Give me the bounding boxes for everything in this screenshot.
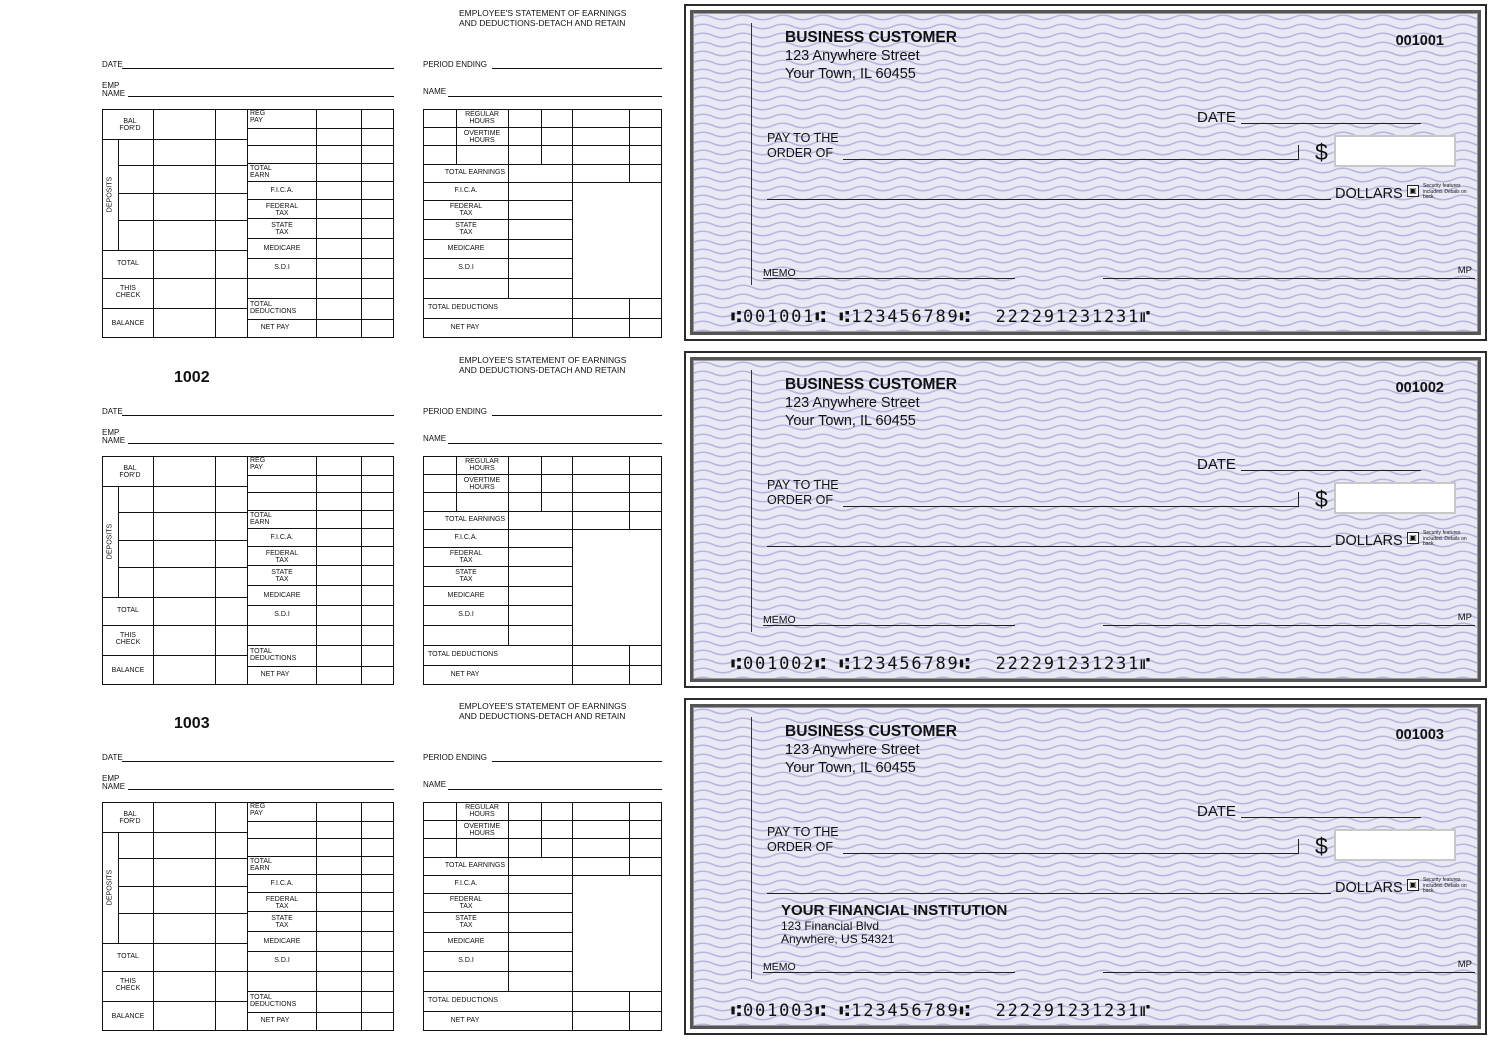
check-number: 001003 bbox=[1395, 727, 1444, 743]
check-number: 001002 bbox=[1395, 380, 1444, 396]
business-check bbox=[684, 351, 1487, 688]
date-label: DATE bbox=[102, 407, 123, 416]
dollars-label: DOLLARS bbox=[1335, 533, 1403, 549]
period-ending-label: PERIOD ENDING bbox=[423, 60, 488, 69]
amount-box[interactable] bbox=[1334, 135, 1456, 167]
net-pay-label: NET PAY bbox=[260, 1017, 290, 1024]
medicare-label: MEDICARE bbox=[447, 938, 485, 945]
check-body bbox=[690, 357, 1481, 682]
date-field[interactable] bbox=[1241, 817, 1421, 818]
date-label: DATE bbox=[1197, 109, 1236, 126]
reg-pay-label: REG PAY bbox=[250, 110, 266, 124]
state-tax-label: STATE TAX bbox=[271, 569, 293, 583]
federal-tax-label: FEDERAL TAX bbox=[265, 550, 299, 564]
memo-field[interactable] bbox=[763, 278, 1015, 279]
written-amount-field[interactable] bbox=[767, 546, 1331, 547]
payee-field[interactable] bbox=[843, 853, 1298, 854]
total-earnings-label: TOTAL EARNINGS bbox=[444, 169, 506, 176]
deposits-label: DEPOSITS bbox=[106, 869, 114, 906]
check-body bbox=[690, 704, 1481, 1029]
payee-field-end bbox=[1298, 145, 1299, 160]
total-deductions-label: TOTAL DEDUCTIONS bbox=[428, 651, 498, 658]
total-deductions-label: TOTAL DEDUCTIONS bbox=[428, 304, 498, 311]
state-tax-label: STATE TAX bbox=[455, 222, 477, 236]
balance-label: BALANCE bbox=[111, 320, 145, 327]
date-label: DATE bbox=[102, 753, 123, 762]
dollars-label: DOLLARS bbox=[1335, 186, 1403, 202]
security-note: Security features included. Details on back. bbox=[1423, 530, 1467, 547]
fica-label: F.I.C.A. bbox=[270, 187, 294, 194]
amount-box[interactable] bbox=[1334, 482, 1456, 514]
net-pay-label: NET PAY bbox=[450, 1017, 480, 1024]
signature-field[interactable] bbox=[1103, 972, 1475, 973]
written-amount-field[interactable] bbox=[767, 893, 1331, 894]
balance-label: BALANCE bbox=[111, 667, 145, 674]
period-ending-label: PERIOD ENDING bbox=[423, 753, 488, 762]
medicare-label: MEDICARE bbox=[263, 245, 301, 252]
payroll-stub bbox=[0, 8, 680, 355]
dollar-sign: $ bbox=[1315, 833, 1328, 859]
emp-name-label: EMP NAME bbox=[102, 774, 126, 791]
total-deductions-label: TOTAL DEDUCTIONS bbox=[250, 301, 297, 315]
bank-address: 123 Financial Blvd Anywhere, US 54321 bbox=[781, 919, 895, 946]
total-deductions-label: TOTAL DEDUCTIONS bbox=[250, 994, 297, 1008]
date-field[interactable] bbox=[1241, 470, 1421, 471]
bal-fwd-label: BAL FOR'D bbox=[119, 118, 141, 132]
statement-header: EMPLOYEE'S STATEMENT OF EARNINGS AND DEDUCTIONS-DETACH AND RETAIN bbox=[459, 701, 627, 721]
business-name: BUSINESS CUSTOMER bbox=[785, 723, 957, 740]
bal-fwd-label: BAL FOR'D bbox=[119, 811, 141, 825]
name-label: NAME bbox=[423, 434, 447, 443]
business-check bbox=[684, 698, 1487, 1035]
period-ending-label: PERIOD ENDING bbox=[423, 407, 488, 416]
mp-mark: MP bbox=[1457, 612, 1472, 623]
stub-number: 1003 bbox=[174, 715, 210, 732]
padlock-icon: ▣ bbox=[1407, 879, 1419, 891]
memo-label: MEMO bbox=[763, 961, 796, 973]
dollar-sign: $ bbox=[1315, 486, 1328, 512]
security-note: Security features included. Details on back. bbox=[1423, 183, 1467, 200]
federal-tax-label: FEDERAL TAX bbox=[265, 203, 299, 217]
total-label: TOTAL bbox=[117, 260, 139, 267]
sdi-label: S.D.I bbox=[274, 264, 290, 271]
total-label: TOTAL bbox=[117, 607, 139, 614]
business-address: 123 Anywhere Street Your Town, IL 60455 bbox=[785, 48, 920, 82]
written-amount-field[interactable] bbox=[767, 199, 1331, 200]
deposits-label: DEPOSITS bbox=[106, 523, 114, 560]
total-deductions-label: TOTAL DEDUCTIONS bbox=[250, 648, 297, 662]
sdi-label: S.D.I bbox=[458, 957, 474, 964]
federal-tax-label: FEDERAL TAX bbox=[449, 550, 483, 564]
balance-label: BALANCE bbox=[111, 1013, 145, 1020]
medicare-label: MEDICARE bbox=[447, 245, 485, 252]
fica-label: F.I.C.A. bbox=[270, 534, 294, 541]
overtime-hours-label: OVERTIME HOURS bbox=[463, 823, 501, 837]
pay-to-label: PAY TO THE ORDER OF bbox=[767, 131, 839, 160]
business-check bbox=[684, 4, 1487, 341]
payee-field[interactable] bbox=[843, 159, 1298, 160]
bank-name: YOUR FINANCIAL INSTITUTION bbox=[781, 902, 1008, 919]
overtime-hours-label: OVERTIME HOURS bbox=[463, 477, 501, 491]
security-note: Security features included. Details on back. bbox=[1423, 877, 1467, 894]
payee-field-end bbox=[1298, 839, 1299, 854]
statement-header: EMPLOYEE'S STATEMENT OF EARNINGS AND DEDUCTIONS-DETACH AND RETAIN bbox=[459, 8, 627, 28]
micr-line: ⑆001003⑆ ⑆123456789⑆ 222291231231⑈ bbox=[731, 1001, 1153, 1021]
federal-tax-label: FEDERAL TAX bbox=[449, 896, 483, 910]
total-earn-label: TOTAL EARN bbox=[250, 165, 272, 179]
sdi-label: S.D.I bbox=[458, 264, 474, 271]
state-tax-label: STATE TAX bbox=[271, 222, 293, 236]
check-number: 001001 bbox=[1395, 33, 1444, 49]
mp-mark: MP bbox=[1457, 265, 1472, 276]
total-earn-label: TOTAL EARN bbox=[250, 858, 272, 872]
name-label: NAME bbox=[423, 87, 447, 96]
pay-to-label: PAY TO THE ORDER OF bbox=[767, 478, 839, 507]
state-tax-label: STATE TAX bbox=[271, 915, 293, 929]
dollar-sign: $ bbox=[1315, 139, 1328, 165]
amount-box[interactable] bbox=[1334, 829, 1456, 861]
deposits-label: DEPOSITS bbox=[106, 176, 114, 213]
payee-field[interactable] bbox=[843, 506, 1298, 507]
check-divider bbox=[751, 717, 752, 979]
dollars-label: DOLLARS bbox=[1335, 880, 1403, 896]
business-name: BUSINESS CUSTOMER bbox=[785, 376, 957, 393]
business-address: 123 Anywhere Street Your Town, IL 60455 bbox=[785, 742, 920, 776]
this-check-label: THIS CHECK bbox=[115, 978, 141, 992]
date-field[interactable] bbox=[1241, 123, 1421, 124]
regular-hours-label: REGULAR HOURS bbox=[465, 111, 499, 125]
this-check-label: THIS CHECK bbox=[115, 285, 141, 299]
fica-label: F.I.C.A. bbox=[454, 534, 478, 541]
business-address: 123 Anywhere Street Your Town, IL 60455 bbox=[785, 395, 920, 429]
micr-line: ⑆001001⑆ ⑆123456789⑆ 222291231231⑈ bbox=[731, 307, 1153, 327]
stub-grid bbox=[0, 8, 680, 355]
federal-tax-label: FEDERAL TAX bbox=[449, 203, 483, 217]
total-earnings-label: TOTAL EARNINGS bbox=[444, 862, 506, 869]
padlock-icon: ▣ bbox=[1407, 185, 1419, 197]
name-label: NAME bbox=[423, 780, 447, 789]
statement-header: EMPLOYEE'S STATEMENT OF EARNINGS AND DEDUCTIONS-DETACH AND RETAIN bbox=[459, 355, 627, 375]
net-pay-label: NET PAY bbox=[450, 324, 480, 331]
regular-hours-label: REGULAR HOURS bbox=[465, 804, 499, 818]
sdi-label: S.D.I bbox=[274, 957, 290, 964]
mp-mark: MP bbox=[1457, 959, 1472, 970]
federal-tax-label: FEDERAL TAX bbox=[265, 896, 299, 910]
signature-field[interactable] bbox=[1103, 625, 1475, 626]
business-name: BUSINESS CUSTOMER bbox=[785, 29, 957, 46]
net-pay-label: NET PAY bbox=[260, 324, 290, 331]
padlock-icon: ▣ bbox=[1407, 532, 1419, 544]
date-label: DATE bbox=[1197, 456, 1236, 473]
payroll-stub bbox=[0, 701, 680, 1048]
sdi-label: S.D.I bbox=[274, 611, 290, 618]
state-tax-label: STATE TAX bbox=[455, 569, 477, 583]
pay-to-label: PAY TO THE ORDER OF bbox=[767, 825, 839, 854]
fica-label: F.I.C.A. bbox=[270, 880, 294, 887]
date-label: DATE bbox=[1197, 803, 1236, 820]
net-pay-label: NET PAY bbox=[450, 671, 480, 678]
this-check-label: THIS CHECK bbox=[115, 632, 141, 646]
total-earnings-label: TOTAL EARNINGS bbox=[444, 516, 506, 523]
memo-field[interactable] bbox=[763, 625, 1015, 626]
bal-fwd-label: BAL FOR'D bbox=[119, 465, 141, 479]
memo-field[interactable] bbox=[763, 972, 1015, 973]
sdi-label: S.D.I bbox=[458, 611, 474, 618]
signature-field[interactable] bbox=[1103, 278, 1475, 279]
state-tax-label: STATE TAX bbox=[455, 915, 477, 929]
memo-label: MEMO bbox=[763, 614, 796, 626]
regular-hours-label: REGULAR HOURS bbox=[465, 458, 499, 472]
total-label: TOTAL bbox=[117, 953, 139, 960]
total-deductions-label: TOTAL DEDUCTIONS bbox=[428, 997, 498, 1004]
fica-label: F.I.C.A. bbox=[454, 880, 478, 887]
total-earn-label: TOTAL EARN bbox=[250, 512, 272, 526]
net-pay-label: NET PAY bbox=[260, 671, 290, 678]
overtime-hours-label: OVERTIME HOURS bbox=[463, 130, 501, 144]
stub-grid bbox=[0, 355, 680, 702]
stub-number: 1002 bbox=[174, 369, 210, 386]
date-label: DATE bbox=[102, 60, 123, 69]
check-divider bbox=[751, 23, 752, 285]
reg-pay-label: REG PAY bbox=[250, 803, 266, 817]
medicare-label: MEDICARE bbox=[263, 592, 301, 599]
emp-name-label: EMP NAME bbox=[102, 81, 126, 98]
reg-pay-label: REG PAY bbox=[250, 457, 266, 471]
micr-line: ⑆001002⑆ ⑆123456789⑆ 222291231231⑈ bbox=[731, 654, 1153, 674]
emp-name-label: EMP NAME bbox=[102, 428, 126, 445]
payroll-stub bbox=[0, 355, 680, 702]
check-body bbox=[690, 10, 1481, 335]
payee-field-end bbox=[1298, 492, 1299, 507]
medicare-label: MEDICARE bbox=[263, 938, 301, 945]
memo-label: MEMO bbox=[763, 267, 796, 279]
check-divider bbox=[751, 370, 752, 632]
fica-label: F.I.C.A. bbox=[454, 187, 478, 194]
stub-grid bbox=[0, 701, 680, 1048]
medicare-label: MEDICARE bbox=[447, 592, 485, 599]
